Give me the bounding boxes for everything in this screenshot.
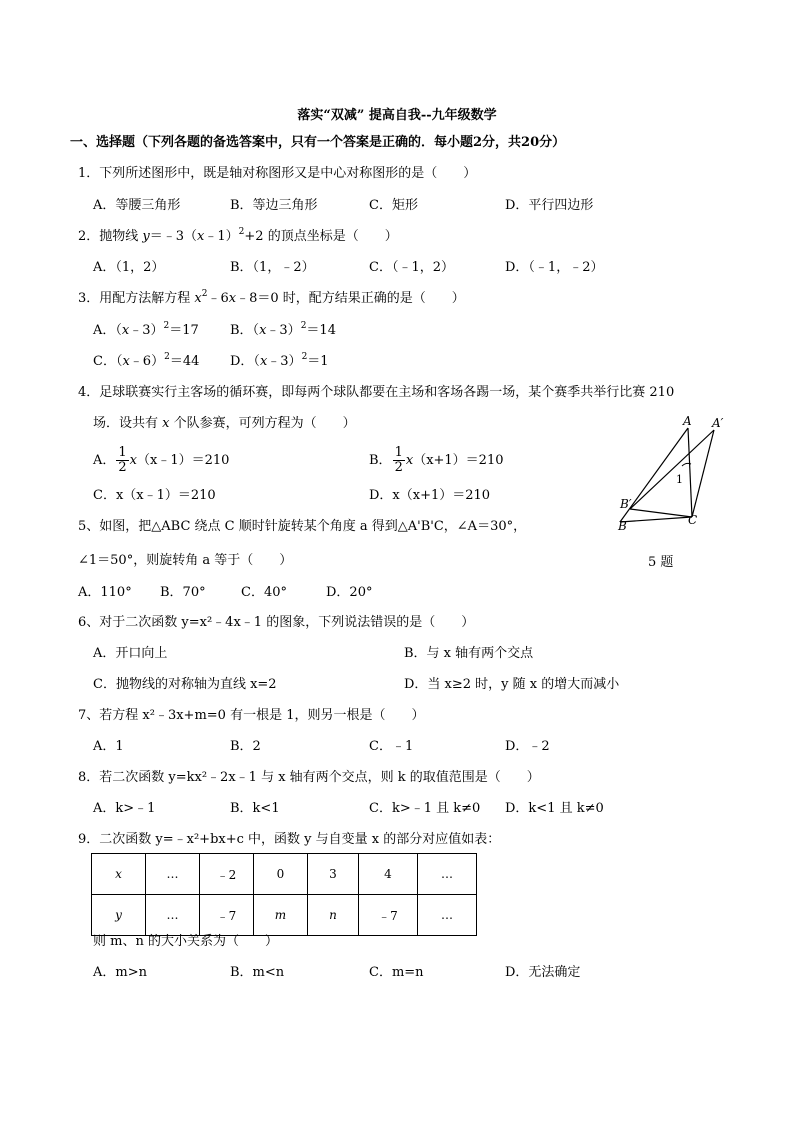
section-heading: 一、选择题（下列各题的备选答案中，只有一个答案是正确的．每小题2分，共20分） [70,135,566,150]
label-c: C [688,513,698,527]
q3-stem: 3．用配方法解方程 $x^2﹣6x﹣8=0$ 时，配方结果正确的是（ ） [78,289,465,306]
table-cell: y [92,895,146,936]
q7-option-b[interactable]: B．2 [230,739,261,754]
q4-option-a[interactable]: A． $\frac{1}{2}$ x（x﹣1）＝210 [93,445,230,475]
q2-stem: 2．抛物线 y＝﹣3（x﹣1）$^2$+2 的顶点坐标是（ ） [78,227,398,244]
q3-option-d[interactable]: D．（x﹣3）$^2$＝1 [230,352,329,369]
q9-option-c[interactable]: C．m=n [369,965,424,980]
q9-stem: 9．二次函数 y=﹣x²+bx+c 中，函数 y 与自变量 x 的部分对应值如表： [78,832,501,847]
table-cell: ﹣7 [359,895,418,936]
page-title: 落实“双减” 提高自我--九年级数学 [297,108,497,123]
q5-stem-line1: 5、如图，把△ABC 绕点 C 顺时针旋转某个角度 a 得到△A'B'C，∠A＝30°， [78,519,527,534]
q2-option-d[interactable]: D．（﹣1，﹣2） [505,260,604,275]
q9-option-b[interactable]: B．m<n [230,965,285,980]
label-b: B [618,519,627,533]
label-a-prime: A′ [712,416,724,430]
q9-option-d[interactable]: D．无法确定 [505,965,581,980]
q5-option-c[interactable]: C．40° [241,585,287,600]
q9-option-a[interactable]: A．m>n [93,965,147,980]
q7-stem: 7、若方程 x²﹣3x+m=0 有一根是 1，则另一根是（ ） [78,708,425,723]
q3-option-c[interactable]: C．（x﹣6）$^2$＝44 [93,352,200,369]
value-table [91,853,477,936]
q4-stem-line1: 4．足球联赛实行主客场的循环赛，即每两个球队都要在主场和客场各踢一场，某个赛季共举行比赛 210 [78,385,675,400]
q2-option-a[interactable]: A．（1，2） [93,260,165,275]
table-row-x [92,854,477,895]
label-a: A [683,414,692,428]
table-cell: 4 [359,854,418,895]
figure-caption: 5 题 [648,555,674,570]
label-b-prime: B′ [620,497,632,511]
q7-option-d[interactable]: D．﹣2 [505,739,550,754]
table-cell: ﹣7 [200,895,254,936]
q1-stem: 1．下列所述图形中，既是轴对称图形又是中心对称图形的是（ ） [78,166,477,181]
q4-stem-line2: 场．设共有 x 个队参赛，可列方程为（ ） [93,416,356,431]
q6-option-a[interactable]: A．开口向上 [93,646,168,661]
q5-option-a[interactable]: A．110° [78,585,132,600]
q1-option-a[interactable]: A．等腰三角形 [93,198,181,213]
table-row-y [92,895,477,936]
table-cell: … [146,895,200,936]
q5-stem-line2: ∠1＝50°，则旋转角 a 等于（ ） [78,553,293,568]
q4-option-b[interactable]: B． $\frac{1}{2}$ x（x+1）＝210 [369,445,504,475]
q2-option-b[interactable]: B．（1，﹣2） [230,260,315,275]
q4-option-d[interactable]: D．x（x+1）＝210 [369,488,491,503]
q6-option-d[interactable]: D．当 x≥2 时，y 随 x 的增大而减小 [404,677,620,692]
q5-option-d[interactable]: D．20° [326,585,373,600]
q1-option-b[interactable]: B．等边三角形 [230,198,318,213]
q6-stem: 6、对于二次函数 y=x²﹣4x﹣1 的图象，下列说法错误的是（ ） [78,615,475,630]
q8-option-d[interactable]: D．k<1 且 k≠0 [505,801,604,816]
fraction-half: $\frac{1}{2}$ [118,445,127,475]
table-cell: … [146,854,200,895]
q5-option-b[interactable]: B．70° [160,585,206,600]
q2-option-c[interactable]: C．（﹣1，2） [369,260,454,275]
q8-option-c[interactable]: C．k>﹣1 且 k≠0 [369,801,481,816]
table-cell: n [308,895,359,936]
label-angle-1: 1 [676,473,683,486]
q3-option-b[interactable]: B．（x﹣3）$^2$＝14 [230,321,336,338]
table-cell: … [418,895,477,936]
rotation-triangle-figure [612,410,732,538]
table-cell: ﹣2 [200,854,254,895]
table-cell: m [254,895,308,936]
q6-option-b[interactable]: B．与 x 轴有两个交点 [404,646,534,661]
q4-option-c[interactable]: C．x（x﹣1）＝210 [93,488,216,503]
q7-option-c[interactable]: C．﹣1 [369,739,414,754]
q1-option-c[interactable]: C．矩形 [369,198,418,213]
table-cell: 0 [254,854,308,895]
table-cell: x [92,854,146,895]
q7-option-a[interactable]: A．1 [93,739,124,754]
fraction-half: $\frac{1}{2}$ [394,445,403,475]
q3-option-a[interactable]: A．（x﹣3）$^2$＝17 [93,321,199,338]
q8-option-a[interactable]: A．k>﹣1 [93,801,156,816]
q8-stem: 8．若二次函数 y=kx²﹣2x﹣1 与 x 轴有两个交点，则 k 的取值范围是（ ） [78,770,540,785]
q6-option-c[interactable]: C．抛物线的对称轴为直线 x=2 [93,677,277,692]
table-cell: … [418,854,477,895]
q9-follow: 则 m、n 的大小关系为（ ） [93,934,278,949]
table-cell: 3 [308,854,359,895]
q1-option-d[interactable]: D．平行四边形 [505,198,594,213]
q8-option-b[interactable]: B．k<1 [230,801,280,816]
